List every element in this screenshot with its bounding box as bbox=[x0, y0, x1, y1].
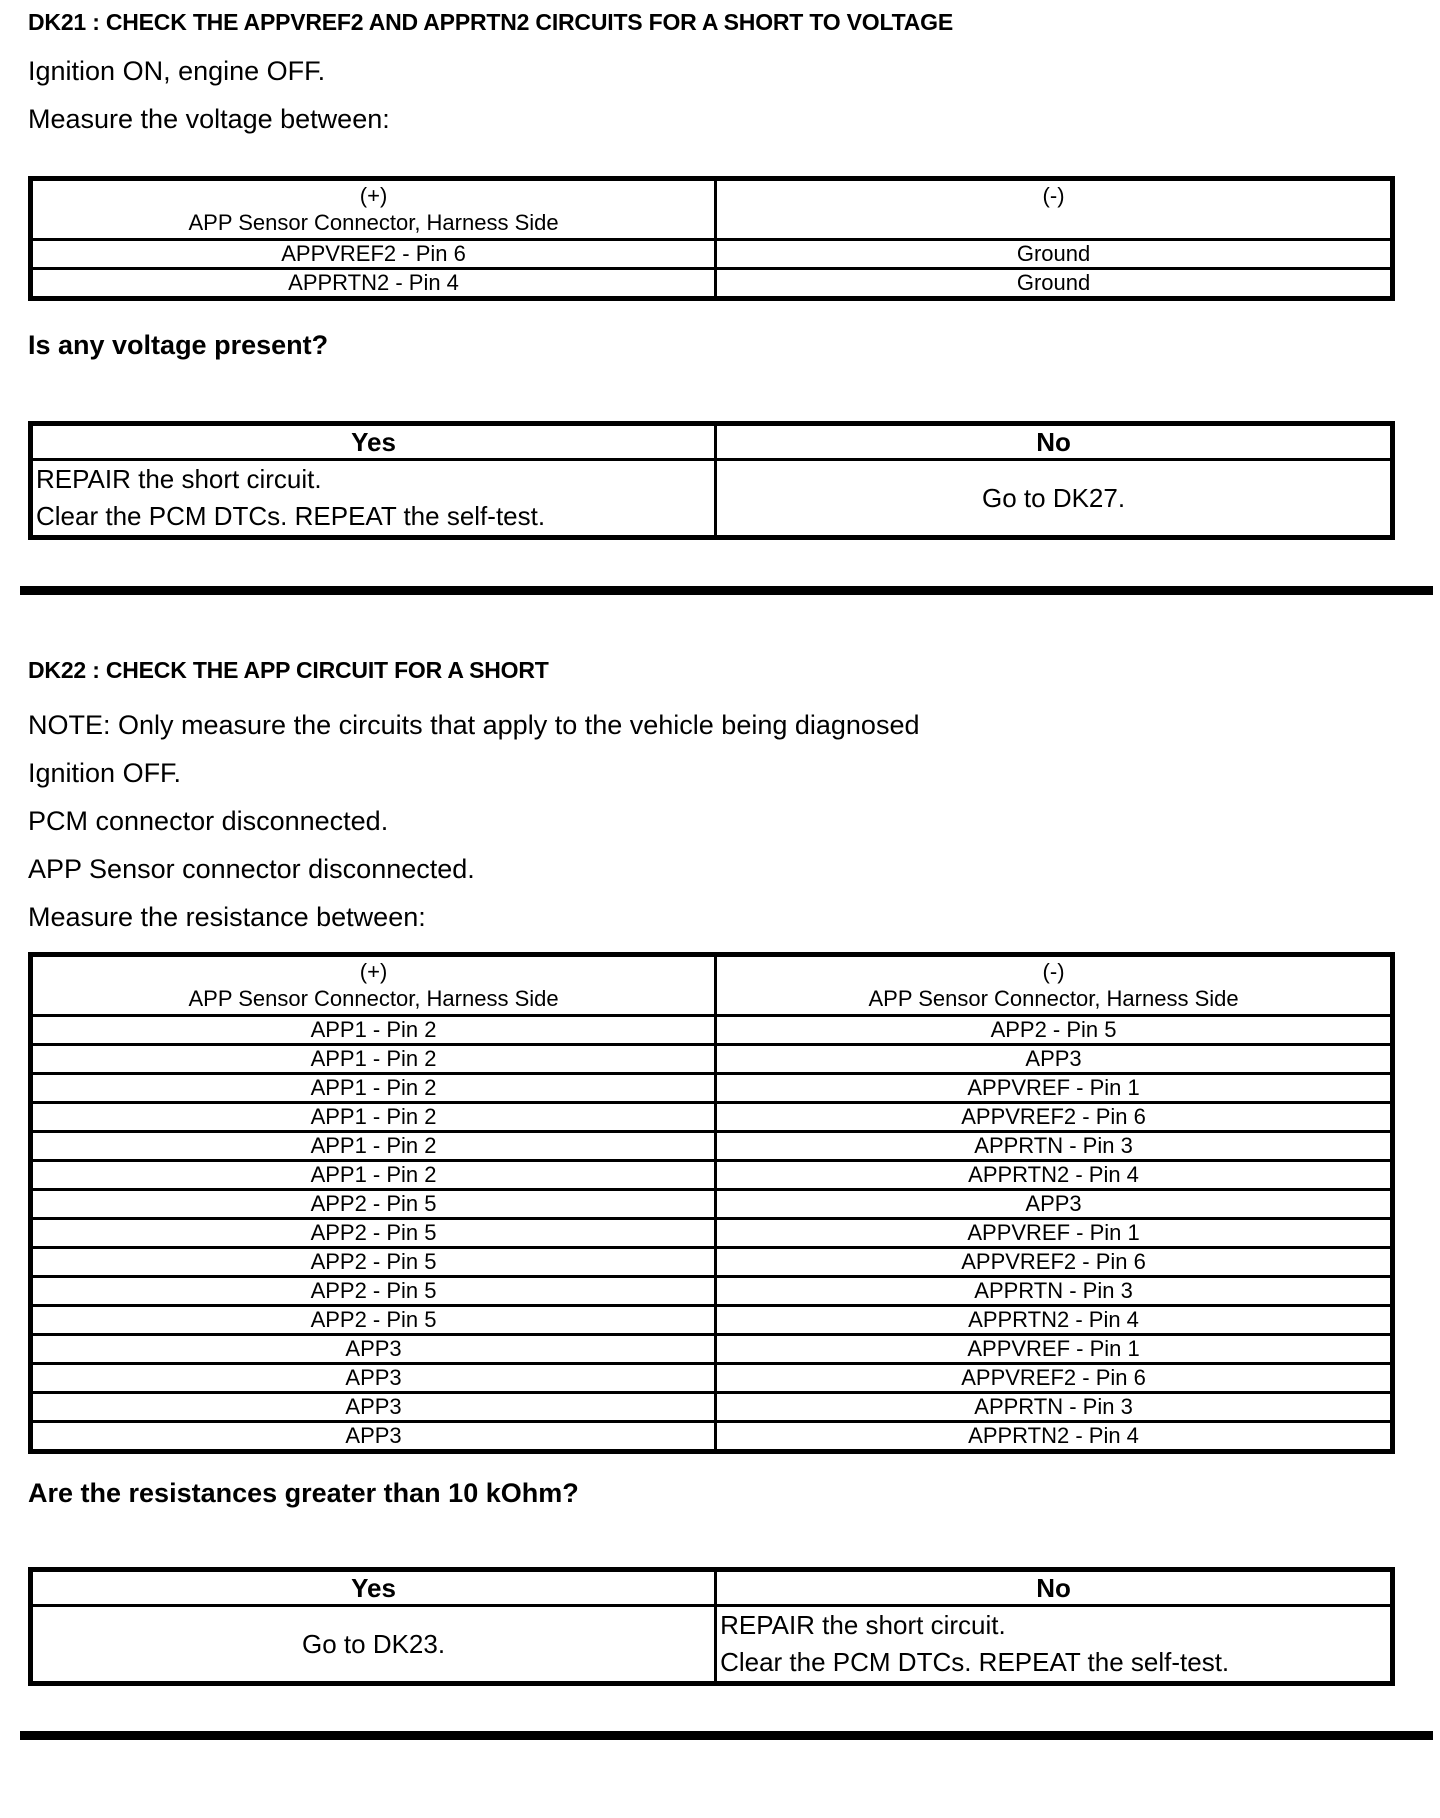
polarity-sign: (-) bbox=[1042, 183, 1065, 208]
measurement-cell: Ground bbox=[716, 240, 1393, 269]
measurement-row bbox=[31, 1422, 1393, 1452]
section-dk22 bbox=[28, 657, 1395, 1686]
measurement-cell: APPVREF2 - Pin 6 bbox=[716, 1248, 1393, 1277]
instruction-measure: Measure the resistance between: bbox=[28, 902, 426, 932]
measurement-row bbox=[31, 1132, 1393, 1161]
negative-lead-header bbox=[716, 955, 1393, 1016]
measurement-row bbox=[31, 1335, 1393, 1364]
measurement-cell: APP3 bbox=[31, 1422, 716, 1452]
measurement-cell: APP1 - Pin 2 bbox=[31, 1132, 716, 1161]
measurement-cell: APP2 - Pin 5 bbox=[31, 1277, 716, 1306]
instruction-ignition-state: Ignition OFF. bbox=[28, 758, 182, 788]
no-action-cell bbox=[716, 460, 1393, 538]
measurement-row bbox=[31, 1393, 1393, 1422]
measurement-row bbox=[31, 1161, 1393, 1190]
measurement-cell: APP3 bbox=[31, 1393, 716, 1422]
measurement-header-row bbox=[31, 179, 1393, 240]
measurement-row bbox=[31, 1219, 1393, 1248]
measurement-cell: APP2 - Pin 5 bbox=[31, 1306, 716, 1335]
yes-action-cell bbox=[31, 460, 716, 538]
measurement-cell: APP1 - Pin 2 bbox=[31, 1103, 716, 1132]
action-line: REPAIR the short circuit. bbox=[720, 1610, 1006, 1640]
connector-subheading: APP Sensor Connector, Harness Side bbox=[188, 986, 559, 1011]
measurement-cell: APPRTN - Pin 3 bbox=[716, 1277, 1393, 1306]
measurement-row bbox=[31, 1016, 1393, 1045]
measurement-cell: APP3 bbox=[716, 1045, 1393, 1074]
measurement-cell: APPRTN2 - Pin 4 bbox=[716, 1422, 1393, 1452]
measurement-header-row bbox=[31, 955, 1393, 1016]
measurement-cell: APP2 - Pin 5 bbox=[31, 1190, 716, 1219]
yes-action-cell bbox=[31, 1606, 716, 1684]
action-line: Clear the PCM DTCs. REPEAT the self-test. bbox=[720, 1647, 1230, 1677]
measurement-cell: APP3 bbox=[31, 1335, 716, 1364]
decision-answer-row bbox=[31, 460, 1393, 538]
polarity-sign: (+) bbox=[359, 959, 388, 984]
measurement-cell: Ground bbox=[716, 269, 1393, 299]
instruction-measure: Measure the voltage between: bbox=[28, 104, 390, 134]
action-line: Go to DK27. bbox=[982, 482, 1126, 513]
decision-table-dk22 bbox=[28, 1567, 1395, 1686]
question-voltage-present: Is any voltage present? bbox=[28, 330, 329, 360]
measurement-row bbox=[31, 1364, 1393, 1393]
section-title-dk21: DK21 : CHECK THE APPVREF2 AND APPRTN2 CIRCUITS FOR A SHORT TO VOLTAGE bbox=[28, 9, 954, 35]
section-dk21 bbox=[28, 9, 1395, 540]
measurement-row bbox=[31, 1190, 1393, 1219]
connector-subheading: APP Sensor Connector, Harness Side bbox=[868, 986, 1239, 1011]
yes-header: Yes bbox=[31, 424, 716, 460]
measurement-cell: APP2 - Pin 5 bbox=[31, 1219, 716, 1248]
measurement-cell: APP2 - Pin 5 bbox=[31, 1248, 716, 1277]
measurement-cell: APPRTN2 - Pin 4 bbox=[716, 1161, 1393, 1190]
measurement-cell: APP1 - Pin 2 bbox=[31, 1016, 716, 1045]
positive-lead-header bbox=[31, 179, 716, 240]
measurement-cell: APP1 - Pin 2 bbox=[31, 1045, 716, 1074]
page-end-divider bbox=[20, 1731, 1433, 1740]
no-header: No bbox=[716, 424, 1393, 460]
instruction-note: NOTE: Only measure the circuits that apply to the vehicle being diagnosed bbox=[28, 710, 920, 740]
measurement-cell: APPRTN2 - Pin 4 bbox=[716, 1306, 1393, 1335]
polarity-sign: (-) bbox=[1042, 959, 1065, 984]
instruction-app-disconnected: APP Sensor connector disconnected. bbox=[28, 854, 475, 884]
measurement-row bbox=[31, 1277, 1393, 1306]
measurement-cell: APPVREF - Pin 1 bbox=[716, 1074, 1393, 1103]
action-line: Go to DK23. bbox=[302, 1628, 446, 1659]
measurement-row bbox=[31, 1074, 1393, 1103]
measurement-row bbox=[31, 1103, 1393, 1132]
measurement-row bbox=[31, 269, 1393, 299]
polarity-sign: (+) bbox=[359, 183, 388, 208]
measurement-row bbox=[31, 1045, 1393, 1074]
measurement-cell: APPVREF2 - Pin 6 bbox=[716, 1103, 1393, 1132]
resistance-measurement-table bbox=[28, 952, 1395, 1454]
measurement-cell: APP1 - Pin 2 bbox=[31, 1161, 716, 1190]
section-divider bbox=[20, 586, 1433, 595]
measurement-cell: APPRTN2 - Pin 4 bbox=[31, 269, 716, 299]
measurement-cell: APP3 bbox=[31, 1364, 716, 1393]
action-line: Clear the PCM DTCs. REPEAT the self-test. bbox=[36, 501, 546, 531]
measurement-cell: APPVREF2 - Pin 6 bbox=[716, 1364, 1393, 1393]
measurement-cell: APPRTN - Pin 3 bbox=[716, 1393, 1393, 1422]
no-header: No bbox=[716, 1570, 1393, 1606]
measurement-row bbox=[31, 1248, 1393, 1277]
yes-header: Yes bbox=[31, 1570, 716, 1606]
measurement-cell: APP1 - Pin 2 bbox=[31, 1074, 716, 1103]
decision-header-row bbox=[31, 424, 1393, 460]
measurement-cell: APPVREF - Pin 1 bbox=[716, 1335, 1393, 1364]
decision-answer-row bbox=[31, 1606, 1393, 1684]
instruction-ignition-state: Ignition ON, engine OFF. bbox=[28, 56, 326, 86]
decision-header-row bbox=[31, 1570, 1393, 1606]
measurement-row bbox=[31, 1306, 1393, 1335]
connector-subheading: APP Sensor Connector, Harness Side bbox=[188, 210, 559, 235]
section-title-dk22: DK22 : CHECK THE APP CIRCUIT FOR A SHORT bbox=[28, 657, 549, 683]
instruction-pcm-disconnected: PCM connector disconnected. bbox=[28, 806, 389, 836]
measurement-cell: APP3 bbox=[716, 1190, 1393, 1219]
question-resistance: Are the resistances greater than 10 kOhm? bbox=[28, 1478, 579, 1508]
measurement-cell: APP2 - Pin 5 bbox=[716, 1016, 1393, 1045]
decision-table-dk21 bbox=[28, 421, 1395, 540]
measurement-cell: APPRTN - Pin 3 bbox=[716, 1132, 1393, 1161]
measurement-cell: APPVREF - Pin 1 bbox=[716, 1219, 1393, 1248]
measurement-row bbox=[31, 240, 1393, 269]
action-line: REPAIR the short circuit. bbox=[36, 464, 322, 494]
positive-lead-header bbox=[31, 955, 716, 1016]
no-action-cell bbox=[716, 1606, 1393, 1684]
measurement-cell: APPVREF2 - Pin 6 bbox=[31, 240, 716, 269]
voltage-measurement-table bbox=[28, 176, 1395, 301]
negative-lead-header bbox=[716, 179, 1393, 240]
